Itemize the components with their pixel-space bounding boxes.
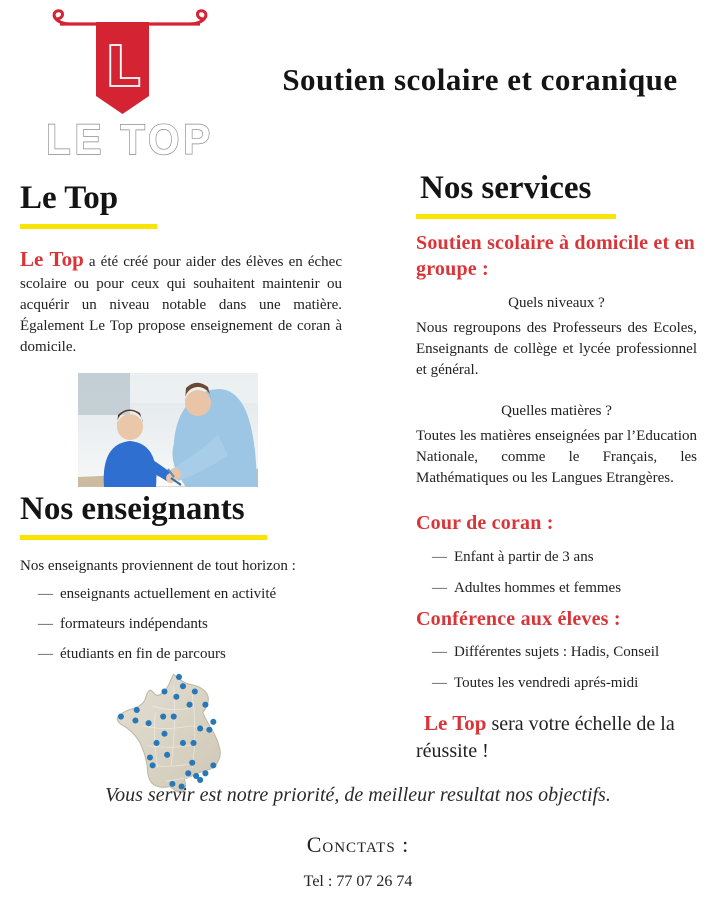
list-item: — enseignants actuellement en activité bbox=[20, 584, 342, 605]
coran-list bbox=[416, 547, 697, 599]
phone-number: Tel : 77 07 26 74 bbox=[303, 873, 413, 890]
answer-niveaux: Nous regroupons des Professeurs des Ecoles, Enseignants de collège et lycée professionnel et général. bbox=[416, 320, 697, 379]
logo-letter: L bbox=[105, 35, 141, 100]
about-paragraph bbox=[20, 245, 342, 358]
page-title: Soutien scolaire et coranique bbox=[282, 62, 678, 97]
subheading-soutien: Soutien scolaire à domicile et en groupe : bbox=[416, 231, 695, 280]
closing-statement bbox=[416, 709, 697, 765]
left-column bbox=[20, 180, 342, 805]
answer-matieres: Toutes les matières enseignées par l’Education Nationale, comme le Français, les Mathématiques ou les Langues Etrangères. bbox=[416, 428, 697, 487]
section-heading-le-top: Le Top bbox=[20, 180, 119, 216]
about-body: a été créé pour aider des élèves en échec scolaire ou pour ceux qui souhaitent maintenir ou acquérir un niveau notable dans une matière. Également Le Top propose enseignement de coran à domicile. bbox=[20, 253, 342, 356]
list-item: — Toutes les vendredi aprés-midi bbox=[416, 673, 697, 694]
logo-wordmark: LE TOP bbox=[46, 116, 214, 162]
section-heading-services: Nos services bbox=[420, 170, 592, 206]
about-lead: Le Top bbox=[20, 246, 84, 271]
yellow-underline bbox=[20, 224, 157, 229]
list-item: — Différentes sujets : Hadis, Conseil bbox=[416, 642, 697, 663]
contacts-label: Conctats : bbox=[306, 832, 410, 857]
yellow-underline bbox=[20, 535, 267, 540]
yellow-underline bbox=[416, 214, 616, 219]
list-item: — Adultes hommes et femmes bbox=[416, 578, 697, 599]
list-item: — étudiants en fin de parcours bbox=[20, 644, 342, 665]
teachers-list bbox=[20, 584, 342, 665]
closing-lead: Le Top bbox=[424, 711, 487, 736]
subheading-coran: Cour de coran : bbox=[416, 512, 554, 535]
list-item: — formateurs indépendants bbox=[20, 614, 342, 635]
subheading-conference: Conférence aux éleves : bbox=[416, 607, 621, 630]
list-item: — Enfant à partir de 3 ans bbox=[416, 547, 697, 568]
footer-tagline: Vous servir est notre priorité, de meilleur resultat nos objectifs. bbox=[105, 784, 611, 806]
question-matieres: Quelles matières ? bbox=[501, 403, 612, 420]
right-column bbox=[416, 170, 697, 785]
conference-list bbox=[416, 642, 697, 694]
tutoring-photo bbox=[78, 373, 258, 487]
closing-rest: sera votre échelle de la réussite ! bbox=[416, 713, 675, 763]
section-heading-enseignants: Nos enseignants bbox=[20, 491, 245, 528]
le-top-logo bbox=[40, 6, 220, 162]
teachers-intro: Nos enseignants proviennent de tout horizon : bbox=[20, 558, 296, 575]
question-niveaux: Quels niveaux ? bbox=[508, 295, 605, 312]
